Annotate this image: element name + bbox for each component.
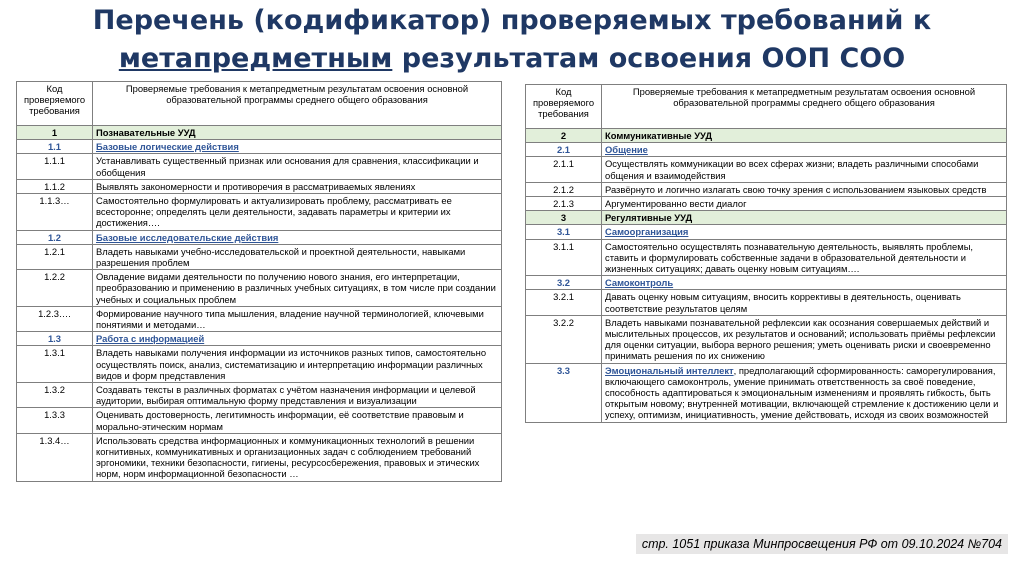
requirement-code: 2: [526, 129, 602, 143]
title-line-2-rest: результатам освоения ООП СОО: [392, 43, 906, 74]
requirement-row: [17, 194, 502, 231]
title-line-2: [0, 40, 1024, 78]
requirement-text: Владеть навыками получения информации из источников разных типов, самостоятельно осуществлять поиск, анализ, систематизацию и интерпретацию информации различных видов и форм представления: [93, 346, 502, 383]
table-header-row: [17, 82, 502, 126]
requirement-text: Создавать тексты в различных форматах с учётом назначения информации и целевой аудитории, выбирая оптимальную форму представления и визуализации: [93, 383, 502, 408]
requirement-text: Давать оценку новым ситуациям, вносить коррективы в деятельность, оценивать соответствие результатов целям: [602, 290, 1007, 315]
requirement-text: Самостоятельно осуществлять познавательную деятельность, выявлять проблемы, ставить и формулировать собственные задачи в образовательной деятельности и жизненных ситуациях; давать оценку новым ситуациям….: [602, 239, 1007, 276]
requirement-row: [526, 315, 1007, 363]
source-note: стр. 1051 приказа Минпросвещения РФ от 09.10.2024 №704: [636, 534, 1008, 554]
requirement-row: [17, 306, 502, 331]
requirement-code: 1.3.2: [17, 383, 93, 408]
requirement-text: Базовые исследовательские действия: [93, 230, 502, 244]
requirement-row: [17, 408, 502, 433]
requirement-code: 2.1.3: [526, 197, 602, 211]
section-row: [526, 211, 1007, 225]
requirement-code: 1.1.2: [17, 179, 93, 193]
requirement-text: Регулятивные УУД: [602, 211, 1007, 225]
requirement-row: [17, 383, 502, 408]
subsection-row: [526, 143, 1007, 157]
subsection-row: [17, 140, 502, 154]
requirement-code: 1: [17, 126, 93, 140]
requirement-text: Коммуникативные УУД: [602, 129, 1007, 143]
requirement-text: Самоорганизация: [602, 225, 1007, 239]
requirement-row: [526, 182, 1007, 196]
requirement-code: 1.1.3…: [17, 194, 93, 231]
requirement-row: [17, 270, 502, 307]
emotional-intelligence-label: Эмоциональный интеллект: [605, 364, 734, 376]
requirement-text: Развёрнуто и логично излагать свою точку зрения с использованием языковых средств: [602, 182, 1007, 196]
requirement-text: Работа с информацией: [93, 332, 502, 346]
requirement-text: Владеть навыками познавательной рефлексии как осознания совершаемых действий и мыслительных процессов, их результатов и оснований; использовать приёмы рефлексии для оценки ситуации, выбора верного решения; уметь оценивать риски и своевременно принимать решения по их снижению: [602, 315, 1007, 363]
requirement-row: [526, 290, 1007, 315]
requirement-row: [526, 239, 1007, 276]
page-title: [0, 2, 1024, 78]
subsection-row: [526, 363, 1007, 422]
requirement-row: [17, 244, 502, 269]
requirement-text: Формирование научного типа мышления, владение научной терминологией, ключевыми понятиями и методами…: [93, 306, 502, 331]
requirement-text: Устанавливать существенный признак или основания для сравнения, классификации и обобщения: [93, 154, 502, 179]
requirement-code: 2.1.1: [526, 157, 602, 182]
requirement-text: Владеть навыками учебно-исследовательской и проектной деятельности, навыками разрешения проблем: [93, 244, 502, 269]
requirement-row: [17, 154, 502, 179]
requirements-table-right: [525, 84, 1007, 423]
requirement-code: 2.1.2: [526, 182, 602, 196]
requirement-row: [17, 346, 502, 383]
subsection-row: [17, 230, 502, 244]
requirement-code: 3.2.1: [526, 290, 602, 315]
title-line-1: Перечень (кодификатор) проверяемых требований к: [92, 5, 932, 36]
requirement-code: 3.3: [526, 363, 602, 422]
requirement-code: 1.2.3….: [17, 306, 93, 331]
subsection-row: [526, 276, 1007, 290]
requirement-text: Осуществлять коммуникации во всех сферах жизни; владеть различными способами общения и взаимодействия: [602, 157, 1007, 182]
requirement-row: [526, 157, 1007, 182]
requirement-text: Выявлять закономерности и противоречия в рассматриваемых явлениях: [93, 179, 502, 193]
code-column-header: Код проверяемого требования: [17, 82, 93, 126]
table-header-row: [526, 85, 1007, 129]
requirement-code: 1.2: [17, 230, 93, 244]
requirement-text: Общение: [602, 143, 1007, 157]
requirement-code: 3.2.2: [526, 315, 602, 363]
requirement-text: Использовать средства информационных и коммуникационных технологий в решении когнитивных, коммуникативных и организационных задач с соблюдением требований эргономики, техники безопасности, гигиены, ресурсосбережения, правовых и этических норм, норм информационной безопасности …: [93, 433, 502, 481]
title-underlined-word: метапредметным: [118, 43, 393, 74]
requirement-text: Аргументированно вести диалог: [602, 197, 1007, 211]
requirement-text: Самоконтроль: [602, 276, 1007, 290]
requirement-code: 3.1.1: [526, 239, 602, 276]
requirement-row: [17, 179, 502, 193]
requirement-row: [17, 433, 502, 481]
requirement-code: 1.3: [17, 332, 93, 346]
requirement-code: 1.1.1: [17, 154, 93, 179]
section-row: [526, 129, 1007, 143]
requirements-table-left: [16, 81, 502, 482]
requirement-code: 1.3.4…: [17, 433, 93, 481]
requirement-text: Самостоятельно формулировать и актуализировать проблему, рассматривать ее всесторонне; определять цели деятельности, задавать параметры и критерии их достижения….: [93, 194, 502, 231]
requirement-text: Овладение видами деятельности по получению нового знания, его интерпретации, преобразованию и применению в различных учебных ситуациях, в том числе при создании учебных и социальных проблем: [93, 270, 502, 307]
requirement-code: 3.2: [526, 276, 602, 290]
requirement-text: Базовые логические действия: [93, 140, 502, 154]
requirement-code: 2.1: [526, 143, 602, 157]
requirements-column-header: Проверяемые требования к метапредметным результатам освоения основной образовательной программы среднего общего образования: [602, 85, 1007, 129]
requirement-code: 1.2.1: [17, 244, 93, 269]
section-row: [17, 126, 502, 140]
requirement-code: 1.2.2: [17, 270, 93, 307]
subsection-row: [17, 332, 502, 346]
left-table-body: [17, 126, 502, 482]
right-table-body: [526, 129, 1007, 423]
requirement-row: [526, 197, 1007, 211]
requirement-code: 3.1: [526, 225, 602, 239]
requirement-code: 1.3.1: [17, 346, 93, 383]
subsection-row: [526, 225, 1007, 239]
requirement-text: [602, 363, 1007, 422]
requirement-code: 3: [526, 211, 602, 225]
emotional-intelligence-text: , предполагающий сформированность: саморегулирования, включающего самоконтроль, умение принимать ответственность за своё поведение, способность адаптироваться к эмоциональным изменениям и проявлять гибкость, быть открытым новому; внутренней мотивации, включающей стремление к достижению цели и успеху, оптимизм, инициативность, умение действовать, исходя из своих возможностей: [605, 364, 999, 421]
requirement-code: 1.1: [17, 140, 93, 154]
requirements-column-header: Проверяемые требования к метапредметным результатам освоения основной образовательной программы среднего общего образования: [93, 82, 502, 126]
requirement-text: Оценивать достоверность, легитимность информации, её соответствие правовым и морально-этическим нормам: [93, 408, 502, 433]
requirement-text: Познавательные УУД: [93, 126, 502, 140]
code-column-header: Код проверяемого требования: [526, 85, 602, 129]
requirement-code: 1.3.3: [17, 408, 93, 433]
